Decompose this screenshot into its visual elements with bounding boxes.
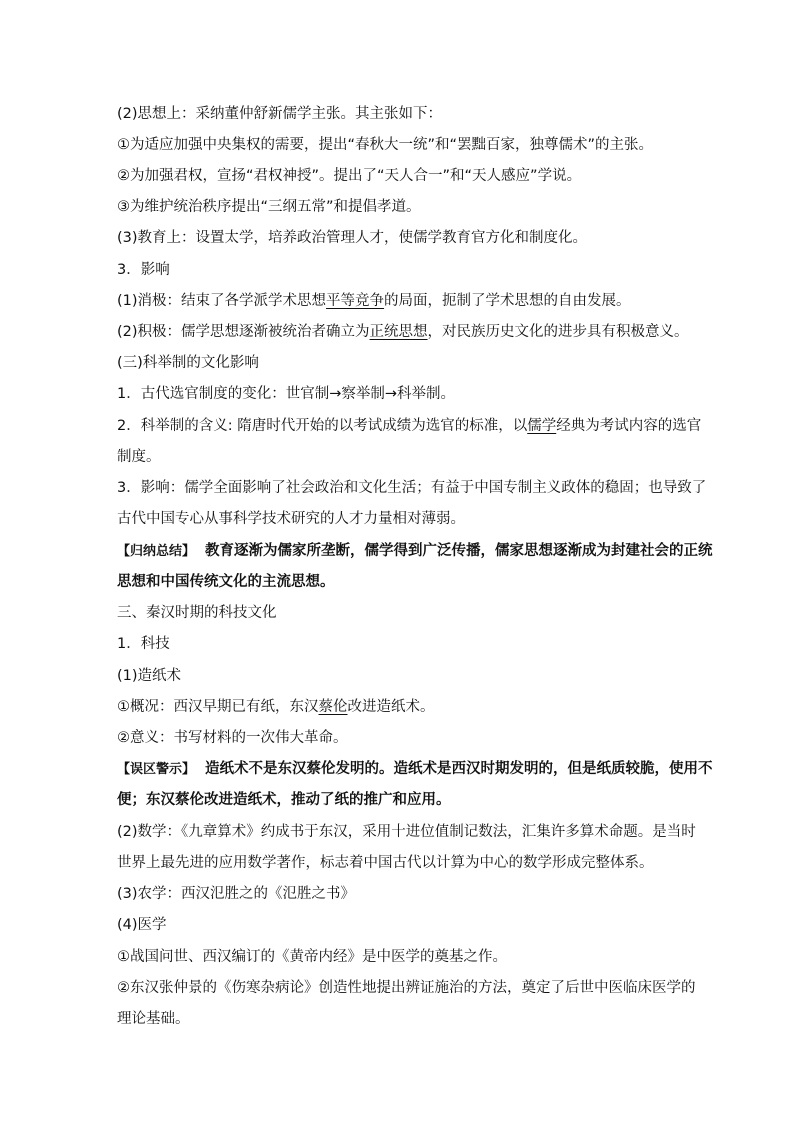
paragraph-paper-significance: ②意义：书写材料的一次伟大革命。 bbox=[117, 730, 348, 746]
paragraph-point-1: ①为适应加强中央集权的需要，提出“春秋大一统”和“罢黜百家，独尊儒术”的主张。 bbox=[117, 137, 654, 153]
heading-influence: 3．影响 bbox=[117, 262, 170, 278]
heading-keju: (三)科举制的文化影响 bbox=[117, 355, 259, 371]
summary-tag: 【归纳总结】 bbox=[117, 544, 196, 559]
paragraph-keju-meaning: 2．科举制的含义: 隋唐时代开始的以考试成绩为选官的标准，以儒学经典为考试内容的选官 bbox=[117, 418, 702, 434]
underlined-term: 儒学 bbox=[527, 418, 557, 434]
summary-box: 【归纳总结】 教育逐渐为儒家所垄断，儒学得到广泛传播，儒家思想逐渐成为封建社会的正统 bbox=[117, 543, 713, 559]
paragraph-official-change: 1．古代选官制度的变化：世官制→察举制→科举制。 bbox=[117, 386, 456, 402]
paragraph-negative: (1)消极：结束了各学派学术思想平等竞争的局面，扼制了学术思想的自由发展。 bbox=[117, 293, 631, 309]
heading-section-three: 三、秦汉时期的科技文化 bbox=[117, 605, 277, 621]
warning-box-cont: 便；东汉蔡伦改进造纸术，推动了纸的推广和应用。 bbox=[117, 792, 451, 808]
paragraph-keju-influence-cont: 古代中国专心从事科学技术研究的人才力量相对薄弱。 bbox=[117, 511, 465, 527]
paragraph-keju-meaning-cont: 制度。 bbox=[117, 449, 161, 465]
underlined-term: 平等竞争 bbox=[326, 293, 385, 309]
paragraph-keju-influence: 3．影响：儒学全面影响了社会政治和文化生活；有益于中国专制主义政体的稳固；也导致了 bbox=[117, 480, 707, 496]
paragraph-education: (3)教育上：设置太学，培养政治管理人才，使儒学教育官方化和制度化。 bbox=[117, 230, 588, 246]
underlined-term: 正统思想 bbox=[369, 324, 428, 340]
paragraph-positive: (2)积极：儒学思想逐渐被统治者确立为正统思想，对民族历史文化的进步具有积极意义。 bbox=[117, 324, 689, 340]
paragraph-medicine-2-cont: 理论基础。 bbox=[117, 1011, 190, 1027]
paragraph-math-cont: 世界上最先进的应用数学著作，标志着中国古代以计算为中心的数学形成完整体系。 bbox=[117, 855, 654, 871]
heading-medicine: (4)医学 bbox=[117, 917, 167, 933]
warning-tag: 【误区警示】 bbox=[117, 762, 196, 777]
paragraph-point-3: ③为维护统治秩序提出“三纲五常”和提倡孝道。 bbox=[117, 199, 421, 215]
paragraph-agriculture: (3)农学：西汉氾胜之的《氾胜之书》 bbox=[117, 886, 356, 902]
paragraph-paper-overview: ①概况：西汉早期已有纸，东汉蔡伦改进造纸术。 bbox=[117, 699, 435, 715]
paragraph-math: (2)数学：《九章算术》约成书于东汉，采用十进位值制记数法，汇集许多算术命题。是当时 bbox=[117, 824, 696, 840]
paragraph-thought: (2)思想上：采纳董仲舒新儒学主张。其主张如下： bbox=[117, 106, 443, 122]
paragraph-point-2: ②为加强君权，宣扬“君权神授”。提出了“天人合一”和“天人感应”学说。 bbox=[117, 168, 582, 184]
paragraph-medicine-1: ①战国问世、西汉编订的《黄帝内经》是中医学的奠基之作。 bbox=[117, 949, 507, 965]
warning-box: 【误区警示】 造纸术不是东汉蔡伦发明的。造纸术是西汉时期发明的，但是纸质较脆，使用不 bbox=[117, 761, 713, 777]
underlined-term: 蔡伦 bbox=[318, 699, 348, 715]
heading-papermaking: (1)造纸术 bbox=[117, 668, 182, 684]
summary-box-cont: 思想和中国传统文化的主流思想。 bbox=[117, 574, 335, 590]
heading-technology: 1．科技 bbox=[117, 636, 170, 652]
paragraph-medicine-2: ②东汉张仲景的《伤寒杂病论》创造性地提出辨证施治的方法，奠定了后世中医临床医学的 bbox=[117, 980, 696, 996]
